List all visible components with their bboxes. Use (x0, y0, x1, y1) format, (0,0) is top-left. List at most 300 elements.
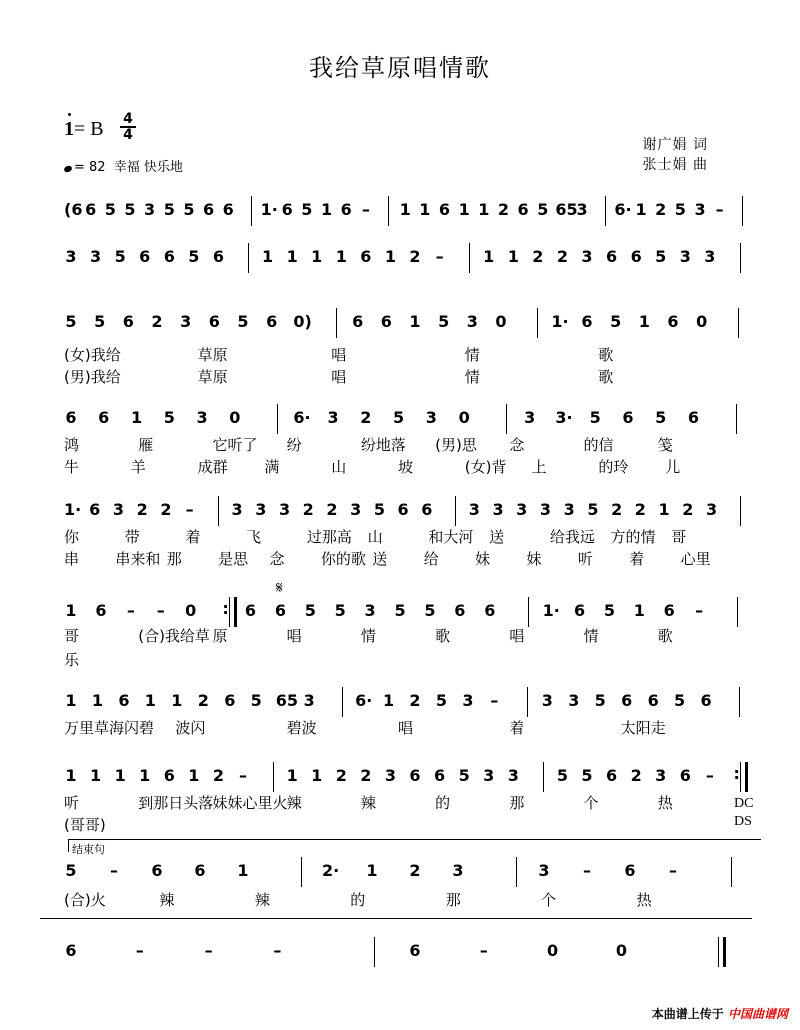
lyric-syllable: 雁 (138, 436, 154, 454)
lyric-syllable: 成群 (197, 458, 228, 476)
lyric-syllable: (女)我给 (64, 346, 121, 364)
lyric-syllable: 飞 (246, 528, 262, 546)
note: 2 (409, 247, 421, 266)
lyric-syllable: 送 (372, 550, 388, 568)
note: 5 (435, 691, 448, 710)
note: 1 (382, 691, 395, 710)
lyric-syllable: 纷地落 (360, 436, 406, 454)
barline (388, 196, 389, 226)
note: 5 (589, 408, 601, 427)
lyric-syllable: 情 (583, 627, 599, 645)
lyric-syllable: (合)火 (64, 891, 106, 909)
note: 6 (118, 691, 130, 710)
note: 0 (458, 408, 470, 427)
note: 1 (633, 601, 645, 620)
lyric-syllable: 和大河 (428, 528, 474, 546)
lyric-syllable: 听 (577, 550, 593, 568)
barline (742, 196, 743, 226)
note: 5 (94, 312, 106, 331)
note: 3 (89, 247, 102, 266)
lyric-syllable: 个 (541, 891, 557, 909)
note: 6 (454, 601, 466, 620)
note: 2 (160, 500, 172, 519)
lyric-syllable: 草原 (197, 346, 228, 364)
notation-row (0, 243, 800, 273)
notation-row (0, 404, 800, 434)
barline (506, 404, 507, 434)
notation-row (0, 937, 800, 967)
note: 2 (682, 500, 694, 519)
lyric-syllable: 山 (367, 528, 383, 546)
lyric-syllable: 歌 (598, 346, 614, 364)
note: 5 (394, 601, 406, 620)
note: (6 (64, 200, 83, 219)
note: 1 (286, 247, 298, 266)
note: 1 (286, 766, 298, 785)
note: 6 (438, 200, 451, 219)
note: 1· (64, 500, 82, 519)
note: 2 (634, 500, 646, 519)
note: 6 (622, 408, 634, 427)
note: 0 (696, 312, 708, 331)
barline (605, 196, 606, 226)
note: 2 (326, 500, 338, 519)
note: 6 (194, 861, 206, 880)
note: 3 (425, 408, 437, 427)
note: 5 (393, 408, 405, 427)
note: 3 (483, 766, 495, 785)
lyric-syllable: 情 (464, 346, 480, 364)
lyric-line (0, 366, 800, 388)
note: 0 (615, 941, 627, 960)
note: 3 (112, 500, 124, 519)
note: 5 (581, 766, 593, 785)
note: 5 (114, 247, 126, 266)
note: 3· (555, 408, 573, 427)
footer: 本曲谱上传于 中国曲谱网 (651, 1007, 788, 1021)
note: 3 (180, 312, 192, 331)
lyric-syllable: (合)我给草 (138, 627, 210, 645)
lyric-line (0, 889, 800, 911)
note: 2 (212, 766, 224, 785)
note: 2 (532, 247, 544, 266)
note: 6 (621, 691, 633, 710)
note: 6 (244, 601, 257, 620)
note: 1 (237, 861, 249, 880)
lyric-syllable: 万里草海闪碧 (64, 719, 155, 737)
lyricist-credit: 谢广娟 词 (642, 137, 708, 153)
note: 6 (687, 408, 700, 427)
lyric-syllable: 串 (64, 550, 80, 568)
lyric-syllable: 乐 (64, 651, 80, 669)
note: 3 (452, 861, 464, 880)
lyric-line (0, 792, 800, 814)
lyric-syllable: 原 (212, 627, 228, 645)
note: 1· (551, 312, 569, 331)
end-barline (718, 937, 726, 967)
note: 1 (65, 601, 77, 620)
note: 1 (65, 691, 77, 710)
note: 6 (679, 766, 691, 785)
note: 2 (409, 861, 421, 880)
note: – (695, 601, 704, 620)
note: 1 (320, 200, 333, 219)
lyric-syllable: (女)背 (464, 458, 507, 476)
note: 1 (635, 200, 647, 219)
note: 6 (409, 766, 421, 785)
note: 5 (104, 200, 116, 219)
note: 1 (483, 247, 495, 266)
note: 3 (196, 408, 208, 427)
note: 3 (524, 408, 536, 427)
barline (527, 687, 528, 717)
note: 3 (705, 500, 718, 519)
note: 6 (208, 312, 220, 331)
note: – (156, 601, 165, 620)
note: – (361, 200, 370, 219)
note: 6 (605, 247, 618, 266)
note: – (273, 941, 282, 960)
note: 2 (360, 766, 372, 785)
note: 3 (679, 247, 691, 266)
barline (738, 308, 739, 338)
note: 1 (366, 861, 378, 880)
note: 2 (335, 766, 347, 785)
note: 6· (293, 408, 311, 427)
tempo-marking: = 82 幸福 快乐地 (64, 156, 183, 175)
lyric-syllable: 辣 (159, 891, 175, 909)
note: 6 (95, 601, 107, 620)
notation-row (0, 308, 800, 338)
lyric-syllable: 唱 (331, 346, 347, 364)
lyric-line (0, 814, 800, 836)
note: 5 (237, 312, 249, 331)
note: 5 (674, 200, 686, 219)
note: 5 (304, 601, 316, 620)
lyric-syllable: 你 (64, 528, 80, 546)
lyric-syllable: 你的歌 (320, 550, 366, 568)
staff-divider (40, 918, 752, 919)
barline (537, 308, 538, 338)
note: – (110, 861, 118, 880)
note: 6 (517, 200, 529, 219)
key-signature: 1= B (64, 118, 104, 140)
barline (248, 243, 249, 273)
note: 6 (667, 312, 679, 331)
note: 3 (655, 766, 667, 785)
note: 0 (185, 601, 197, 620)
note: 6 (340, 200, 352, 219)
lyric-syllable: 歌 (435, 627, 451, 645)
note: 5 (655, 247, 667, 266)
da-capo-marking: DS (734, 814, 752, 829)
lyric-syllable: 哥 (671, 528, 687, 546)
note: 1 (638, 312, 650, 331)
note: 5 (163, 408, 175, 427)
note: 6 (139, 247, 151, 266)
lyric-syllable: 它听了 (212, 436, 258, 454)
note: 6 (163, 766, 175, 785)
barline (731, 857, 732, 887)
lyric-line (0, 344, 800, 366)
barline (737, 597, 738, 627)
note: 1 (419, 200, 431, 219)
note: 3 (538, 861, 550, 880)
note: 0 (547, 941, 559, 960)
lyric-syllable: 羊 (130, 458, 146, 476)
note: 1 (658, 500, 670, 519)
note: 6 (122, 312, 134, 331)
note: 1 (311, 766, 323, 785)
lyric-syllable: 山 (331, 458, 347, 476)
note: 6 (397, 500, 409, 519)
note: 6· (355, 691, 373, 710)
note: – (490, 691, 499, 710)
notation-row (0, 687, 800, 717)
note: 6 (224, 691, 236, 710)
note: 0 (495, 312, 507, 331)
note: 5 (655, 408, 667, 427)
lyric-syllable: 听 (64, 794, 80, 812)
lyric-syllable: 的玲 (598, 458, 629, 476)
note: 5 (556, 766, 568, 785)
note: 5 (373, 500, 385, 519)
note: 3 (492, 500, 504, 519)
note: 3 (462, 691, 474, 710)
note: 1· (260, 200, 278, 219)
note: 1 (409, 312, 421, 331)
barline (543, 762, 544, 792)
note: 3 (576, 200, 588, 219)
note: 6 (222, 200, 234, 219)
notation-row (0, 597, 800, 627)
site-logo: 中国曲谱网 (727, 1007, 788, 1021)
note: 3 (541, 691, 553, 710)
note: 3 (231, 500, 243, 519)
note: 5 (301, 200, 313, 219)
barline (251, 196, 252, 226)
da-capo-marking: DC (734, 796, 754, 811)
note: – (583, 861, 591, 880)
lyric-syllable: 念 (509, 436, 525, 454)
note: 1 (114, 766, 126, 785)
note: 3 (704, 247, 716, 266)
lyric-syllable: 辣 (286, 794, 302, 812)
note: 1 (458, 200, 470, 219)
lyric-syllable: 的 (350, 891, 366, 909)
note: 5 (124, 200, 136, 219)
lyric-syllable: 那 (509, 794, 525, 812)
lyric-syllable: 歌 (598, 368, 614, 386)
note: 6 (281, 200, 293, 219)
lyric-syllable: 个 (583, 794, 599, 812)
notation-row (0, 857, 800, 887)
lyric-syllable: 情 (464, 368, 480, 386)
note: 6 (700, 691, 712, 710)
note: 65 (275, 691, 298, 710)
note: 3 (466, 312, 478, 331)
note: 5 (65, 861, 77, 880)
note: 2 (655, 200, 667, 219)
note: 2 (556, 247, 568, 266)
note: 2 (497, 200, 510, 219)
lyric-line (0, 548, 800, 570)
lyric-syllable: 波闪 (175, 719, 206, 737)
note: 6 (605, 766, 618, 785)
lyric-syllable: 带 (124, 528, 140, 546)
barline (273, 762, 274, 792)
lyric-syllable: 那 (445, 891, 461, 909)
note: 6 (89, 500, 101, 519)
note: 1 (507, 247, 519, 266)
lyric-syllable: 妹 (475, 550, 491, 568)
lyric-syllable: 热 (657, 794, 673, 812)
note: 5 (334, 601, 346, 620)
note: 5 (587, 500, 599, 519)
note: 3 (694, 200, 706, 219)
note: 5 (163, 200, 175, 219)
lyric-syllable: 情 (360, 627, 376, 645)
lyric-syllable: 坡 (398, 458, 414, 476)
barline (740, 496, 741, 526)
barline (740, 243, 741, 273)
note: 5 (183, 200, 195, 219)
note: 6 (203, 200, 215, 219)
barline (469, 243, 470, 273)
note: 1· (542, 601, 560, 620)
lyric-syllable: 草原 (197, 368, 228, 386)
lyric-syllable: 辣 (360, 794, 376, 812)
note: 5 (603, 601, 615, 620)
notation-row (0, 196, 800, 226)
note: – (135, 941, 144, 960)
note: 6 (573, 601, 586, 620)
lyric-syllable: 到那日头落 (138, 794, 214, 812)
note: – (185, 500, 194, 519)
note: 3 (327, 408, 339, 427)
note: 6 (663, 601, 675, 620)
lyric-line (0, 717, 800, 739)
note: 2 (151, 312, 163, 331)
note: 6 (65, 941, 77, 960)
note: 6 (274, 601, 286, 620)
note: 1 (261, 247, 274, 266)
note: 6 (581, 312, 593, 331)
lyric-syllable: 串来和 (115, 550, 161, 568)
note: 3 (568, 691, 580, 710)
note: – (715, 200, 724, 219)
composer-credit: 张士娟 曲 (642, 157, 708, 173)
song-title: 我给草原唱情歌 (309, 54, 491, 82)
barline (301, 857, 302, 887)
lyric-syllable: 的信 (583, 436, 614, 454)
barline (528, 597, 529, 627)
note: 0 (229, 408, 241, 427)
lyric-line (0, 456, 800, 478)
lyric-syllable: 辣 (254, 891, 270, 909)
note: 5 (424, 601, 436, 620)
note: 6 (266, 312, 278, 331)
barline (342, 687, 343, 717)
note: 1 (384, 247, 396, 266)
lyric-syllable: 热 (636, 891, 652, 909)
lyric-syllable: 的 (435, 794, 451, 812)
note: 6 (65, 408, 77, 427)
note: 2 (136, 500, 148, 519)
lyric-syllable: 鸿 (64, 436, 80, 454)
note: 3 (144, 200, 156, 219)
lyric-line (0, 526, 800, 548)
note: – (705, 766, 714, 785)
note: 6 (163, 247, 175, 266)
note: 6· (614, 200, 632, 219)
note: 5 (537, 200, 549, 219)
note: 3 (384, 766, 396, 785)
note: 6 (98, 408, 110, 427)
lyric-syllable: 纷 (286, 436, 302, 454)
note: 3 (65, 247, 77, 266)
note: 5 (458, 766, 470, 785)
lyric-syllable: 满 (264, 458, 280, 476)
note: 6 (630, 247, 642, 266)
note: 2· (322, 861, 340, 880)
lyric-syllable: 哥 (64, 627, 80, 645)
note: 6 (624, 861, 636, 880)
note: 1 (139, 766, 151, 785)
note: – (126, 601, 135, 620)
note: 6 (421, 500, 433, 519)
note: 3 (255, 500, 267, 519)
note: 65 (555, 200, 578, 219)
note: 1 (171, 691, 183, 710)
note: 2 (409, 691, 421, 710)
lyric-syllable: 过那高 (306, 528, 352, 546)
barline (516, 857, 517, 887)
note: 3 (278, 500, 291, 519)
note: – (239, 766, 247, 785)
lyric-syllable: (男)思 (435, 436, 477, 454)
lyric-line (0, 625, 800, 647)
note: 6 (409, 941, 421, 960)
notation-row (0, 762, 800, 792)
barline (739, 687, 740, 717)
note: 6 (352, 312, 364, 331)
barline (455, 496, 456, 526)
note: 6 (151, 861, 163, 880)
note: 6 (212, 247, 224, 266)
lyric-syllable: 歌 (657, 627, 673, 645)
note: 3 (364, 601, 376, 620)
repeat-dots: : (733, 764, 740, 783)
lyric-syllable: 那 (166, 550, 182, 568)
note: 6 (85, 200, 97, 219)
lyric-syllable: 给我远 (549, 528, 595, 546)
lyric-syllable: 牛 (64, 458, 80, 476)
lyric-syllable: 儿 (665, 458, 681, 476)
lyric-syllable: 太阳走 (620, 719, 666, 737)
time-signature: 4 4 (120, 112, 136, 142)
note: 2 (197, 691, 209, 710)
note: 3 (350, 500, 362, 519)
quarter-note-icon (63, 165, 73, 173)
lyric-syllable: 着 (629, 550, 645, 568)
note: – (479, 941, 488, 960)
note: 1 (91, 691, 104, 710)
note: 5 (250, 691, 262, 710)
note: 1 (335, 247, 347, 266)
note: 6 (360, 247, 372, 266)
lyric-syllable: 唱 (331, 368, 347, 386)
